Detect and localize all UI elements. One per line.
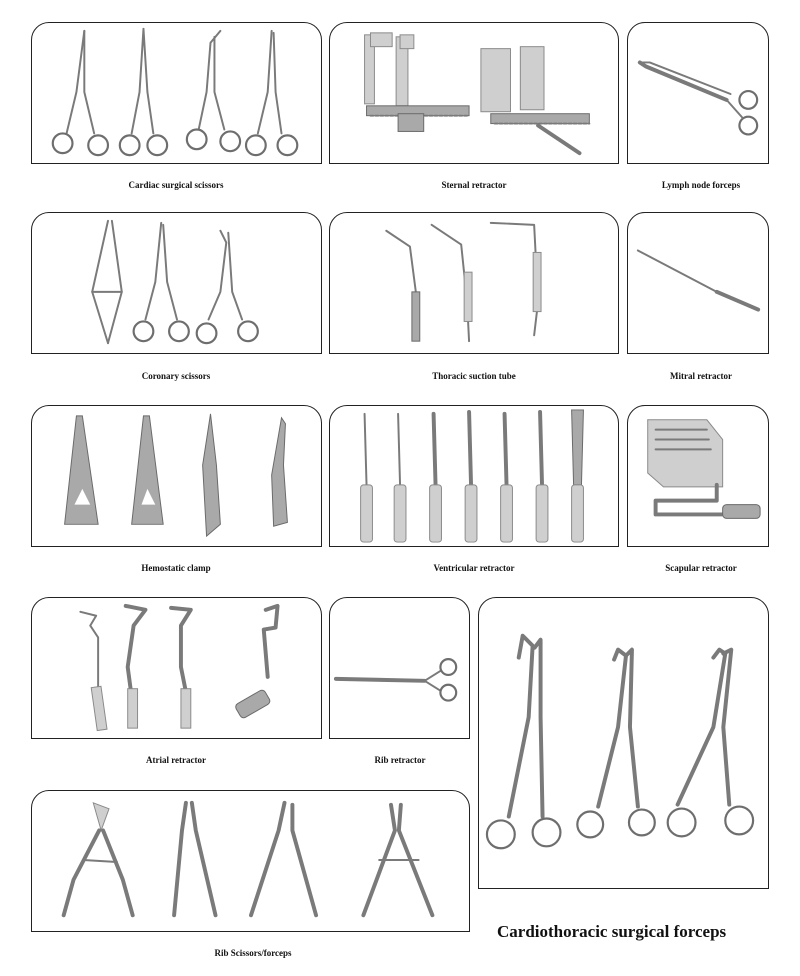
atrial-retractor-image: [32, 598, 321, 738]
cardiac-scissors-image: [32, 23, 321, 163]
panel-atrial-retractor: [31, 597, 322, 739]
panel-hemostatic-clamp: [31, 405, 322, 547]
rib-retractor-image: [330, 598, 469, 738]
caption-thoracic-suction-tube: Thoracic suction tube: [432, 371, 516, 381]
caption-mitral-retractor: Mitral retractor: [669, 371, 733, 381]
caption-cardiac-scissors: Cardiac surgical scissors: [128, 180, 224, 190]
panel-sternal-retractor: [329, 22, 619, 164]
caption-hemostatic-clamp: Hemostatic clamp: [141, 563, 211, 573]
hemostatic-clamp-image: [32, 406, 321, 546]
scapular-retractor-image: [628, 406, 768, 546]
caption-sternal-retractor: Sternal retractor: [441, 180, 507, 190]
lymph-node-forceps-image: [628, 23, 768, 163]
sternal-retractor-image: [330, 23, 618, 163]
panel-cardiothoracic-forceps: [478, 597, 769, 889]
panel-mitral-retractor: [627, 212, 769, 354]
caption-coronary-scissors: Coronary scissors: [141, 371, 211, 381]
rib-scissors-forceps-image: [32, 791, 469, 931]
caption-atrial-retractor: Atrial retractor: [145, 755, 207, 765]
panel-thoracic-suction-tube: [329, 212, 619, 354]
coronary-scissors-image: [32, 213, 321, 353]
main-title: Cardiothoracic surgical forceps: [497, 922, 727, 941]
panel-ventricular-retractor: [329, 405, 619, 547]
panel-lymph-node-forceps: [627, 22, 769, 164]
caption-rib-retractor: Rib retractor: [374, 755, 426, 765]
panel-rib-scissors-forceps: [31, 790, 470, 932]
caption-scapular-retractor: Scapular retractor: [665, 563, 737, 573]
thoracic-suction-tube-image: [330, 213, 618, 353]
panel-rib-retractor: [329, 597, 470, 739]
ventricular-retractor-image: [330, 406, 618, 546]
caption-ventricular-retractor: Ventricular retractor: [433, 563, 515, 573]
panel-scapular-retractor: [627, 405, 769, 547]
cardiothoracic-forceps-image: [479, 598, 768, 888]
caption-lymph-node-forceps: Lymph node forceps: [661, 180, 741, 190]
caption-rib-scissors-forceps: Rib Scissors/forceps: [214, 948, 292, 958]
panel-cardiac-scissors: [31, 22, 322, 164]
panel-coronary-scissors: [31, 212, 322, 354]
mitral-retractor-image: [628, 213, 768, 353]
